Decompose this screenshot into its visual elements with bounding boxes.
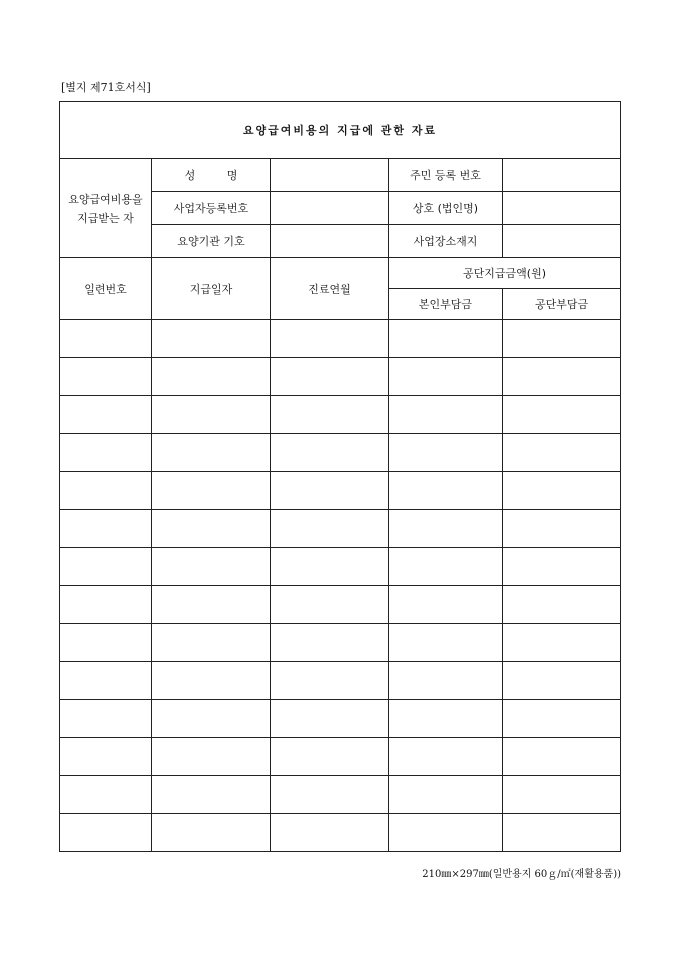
self-pay-cell[interactable] [389,472,503,510]
table-row [60,700,621,738]
corp-pay-cell[interactable] [503,548,621,586]
trade-name-label: 상호 (법인명) [389,192,503,225]
self-pay-cell[interactable] [389,814,503,852]
treatment-month-cell[interactable] [271,700,389,738]
serial-cell[interactable] [60,814,152,852]
treatment-month-cell[interactable] [271,472,389,510]
table-row [60,434,621,472]
payment-date-cell[interactable] [152,510,271,548]
serial-cell[interactable] [60,662,152,700]
corp-pay-cell[interactable] [503,662,621,700]
self-pay-cell[interactable] [389,434,503,472]
corp-pay-cell[interactable] [503,510,621,548]
self-pay-cell[interactable] [389,624,503,662]
payment-date-cell[interactable] [152,434,271,472]
business-address-label: 사업장소재지 [389,225,503,258]
payment-date-cell[interactable] [152,776,271,814]
payment-date-cell[interactable] [152,738,271,776]
form-table [59,101,621,852]
serial-number-header: 일련번호 [60,258,152,320]
payment-date-cell[interactable] [152,320,271,358]
name-label: 성 명 [152,159,271,192]
self-pay-cell[interactable] [389,662,503,700]
corp-pay-cell[interactable] [503,586,621,624]
treatment-month-cell[interactable] [271,738,389,776]
treatment-month-cell[interactable] [271,396,389,434]
table-row [60,776,621,814]
institution-code-field[interactable] [271,225,389,258]
payment-date-cell[interactable] [152,700,271,738]
serial-cell[interactable] [60,510,152,548]
serial-cell[interactable] [60,548,152,586]
table-row [60,358,621,396]
self-pay-cell[interactable] [389,776,503,814]
paper-spec-footer: 210㎜×297㎜(일반용지 60ｇ/㎡(재활용품)) [422,869,621,880]
name-field[interactable] [271,159,389,192]
serial-cell[interactable] [60,738,152,776]
serial-cell[interactable] [60,700,152,738]
payment-date-cell[interactable] [152,586,271,624]
table-row [60,814,621,852]
self-pay-cell[interactable] [389,510,503,548]
self-pay-cell[interactable] [389,358,503,396]
self-pay-cell[interactable] [389,396,503,434]
table-row [60,510,621,548]
table-row [60,738,621,776]
corp-pay-cell[interactable] [503,814,621,852]
recipient-label-line1: 요양급여비용을 [68,192,143,206]
payment-date-cell[interactable] [152,358,271,396]
corp-pay-cell[interactable] [503,396,621,434]
treatment-month-cell[interactable] [271,358,389,396]
trade-name-field[interactable] [503,192,621,225]
self-pay-cell[interactable] [389,548,503,586]
corp-pay-cell[interactable] [503,320,621,358]
recipient-label-line2: 지급받는 자 [77,211,134,225]
corp-pay-cell[interactable] [503,624,621,662]
treatment-month-header: 진료연월 [271,258,389,320]
serial-cell[interactable] [60,320,152,358]
payment-date-cell[interactable] [152,472,271,510]
corp-pay-cell[interactable] [503,434,621,472]
treatment-month-cell[interactable] [271,814,389,852]
payment-date-cell[interactable] [152,548,271,586]
serial-cell[interactable] [60,396,152,434]
serial-cell[interactable] [60,358,152,396]
business-reg-number-label: 사업자등록번호 [152,192,271,225]
payment-date-header: 지급일자 [152,258,271,320]
corp-pay-cell[interactable] [503,738,621,776]
table-row [60,586,621,624]
resident-number-label: 주민 등록 번호 [389,159,503,192]
form-number-label: [별지 제71호서식] [61,81,151,94]
payment-date-cell[interactable] [152,662,271,700]
treatment-month-cell[interactable] [271,510,389,548]
table-row [60,472,621,510]
serial-cell[interactable] [60,472,152,510]
treatment-month-cell[interactable] [271,586,389,624]
treatment-month-cell[interactable] [271,548,389,586]
table-row [60,396,621,434]
table-row [60,624,621,662]
treatment-month-cell[interactable] [271,624,389,662]
serial-cell[interactable] [60,586,152,624]
corp-pay-cell[interactable] [503,776,621,814]
resident-number-field[interactable] [503,159,621,192]
corp-pay-cell[interactable] [503,358,621,396]
self-pay-cell[interactable] [389,700,503,738]
corp-pay-cell[interactable] [503,700,621,738]
table-row [60,320,621,358]
treatment-month-cell[interactable] [271,434,389,472]
treatment-month-cell[interactable] [271,776,389,814]
serial-cell[interactable] [60,776,152,814]
treatment-month-cell[interactable] [271,320,389,358]
payment-date-cell[interactable] [152,814,271,852]
institution-code-label: 요양기관 기호 [152,225,271,258]
business-reg-number-field[interactable] [271,192,389,225]
payment-date-cell[interactable] [152,396,271,434]
self-pay-cell[interactable] [389,586,503,624]
corp-pay-header: 공단부담금 [503,289,621,320]
self-pay-cell[interactable] [389,738,503,776]
form-title: 요양급여비용의 지급에 관한 자료 [60,102,621,159]
table-row [60,548,621,586]
serial-cell[interactable] [60,624,152,662]
self-pay-cell[interactable] [389,320,503,358]
treatment-month-cell[interactable] [271,662,389,700]
serial-cell[interactable] [60,434,152,472]
business-address-field[interactable] [503,225,621,258]
table-row [60,662,621,700]
self-pay-header: 본인부담금 [389,289,503,320]
corp-pay-cell[interactable] [503,472,621,510]
payment-date-cell[interactable] [152,624,271,662]
recipient-label [60,159,152,258]
corp-payment-header: 공단지급금액(원) [389,258,621,289]
